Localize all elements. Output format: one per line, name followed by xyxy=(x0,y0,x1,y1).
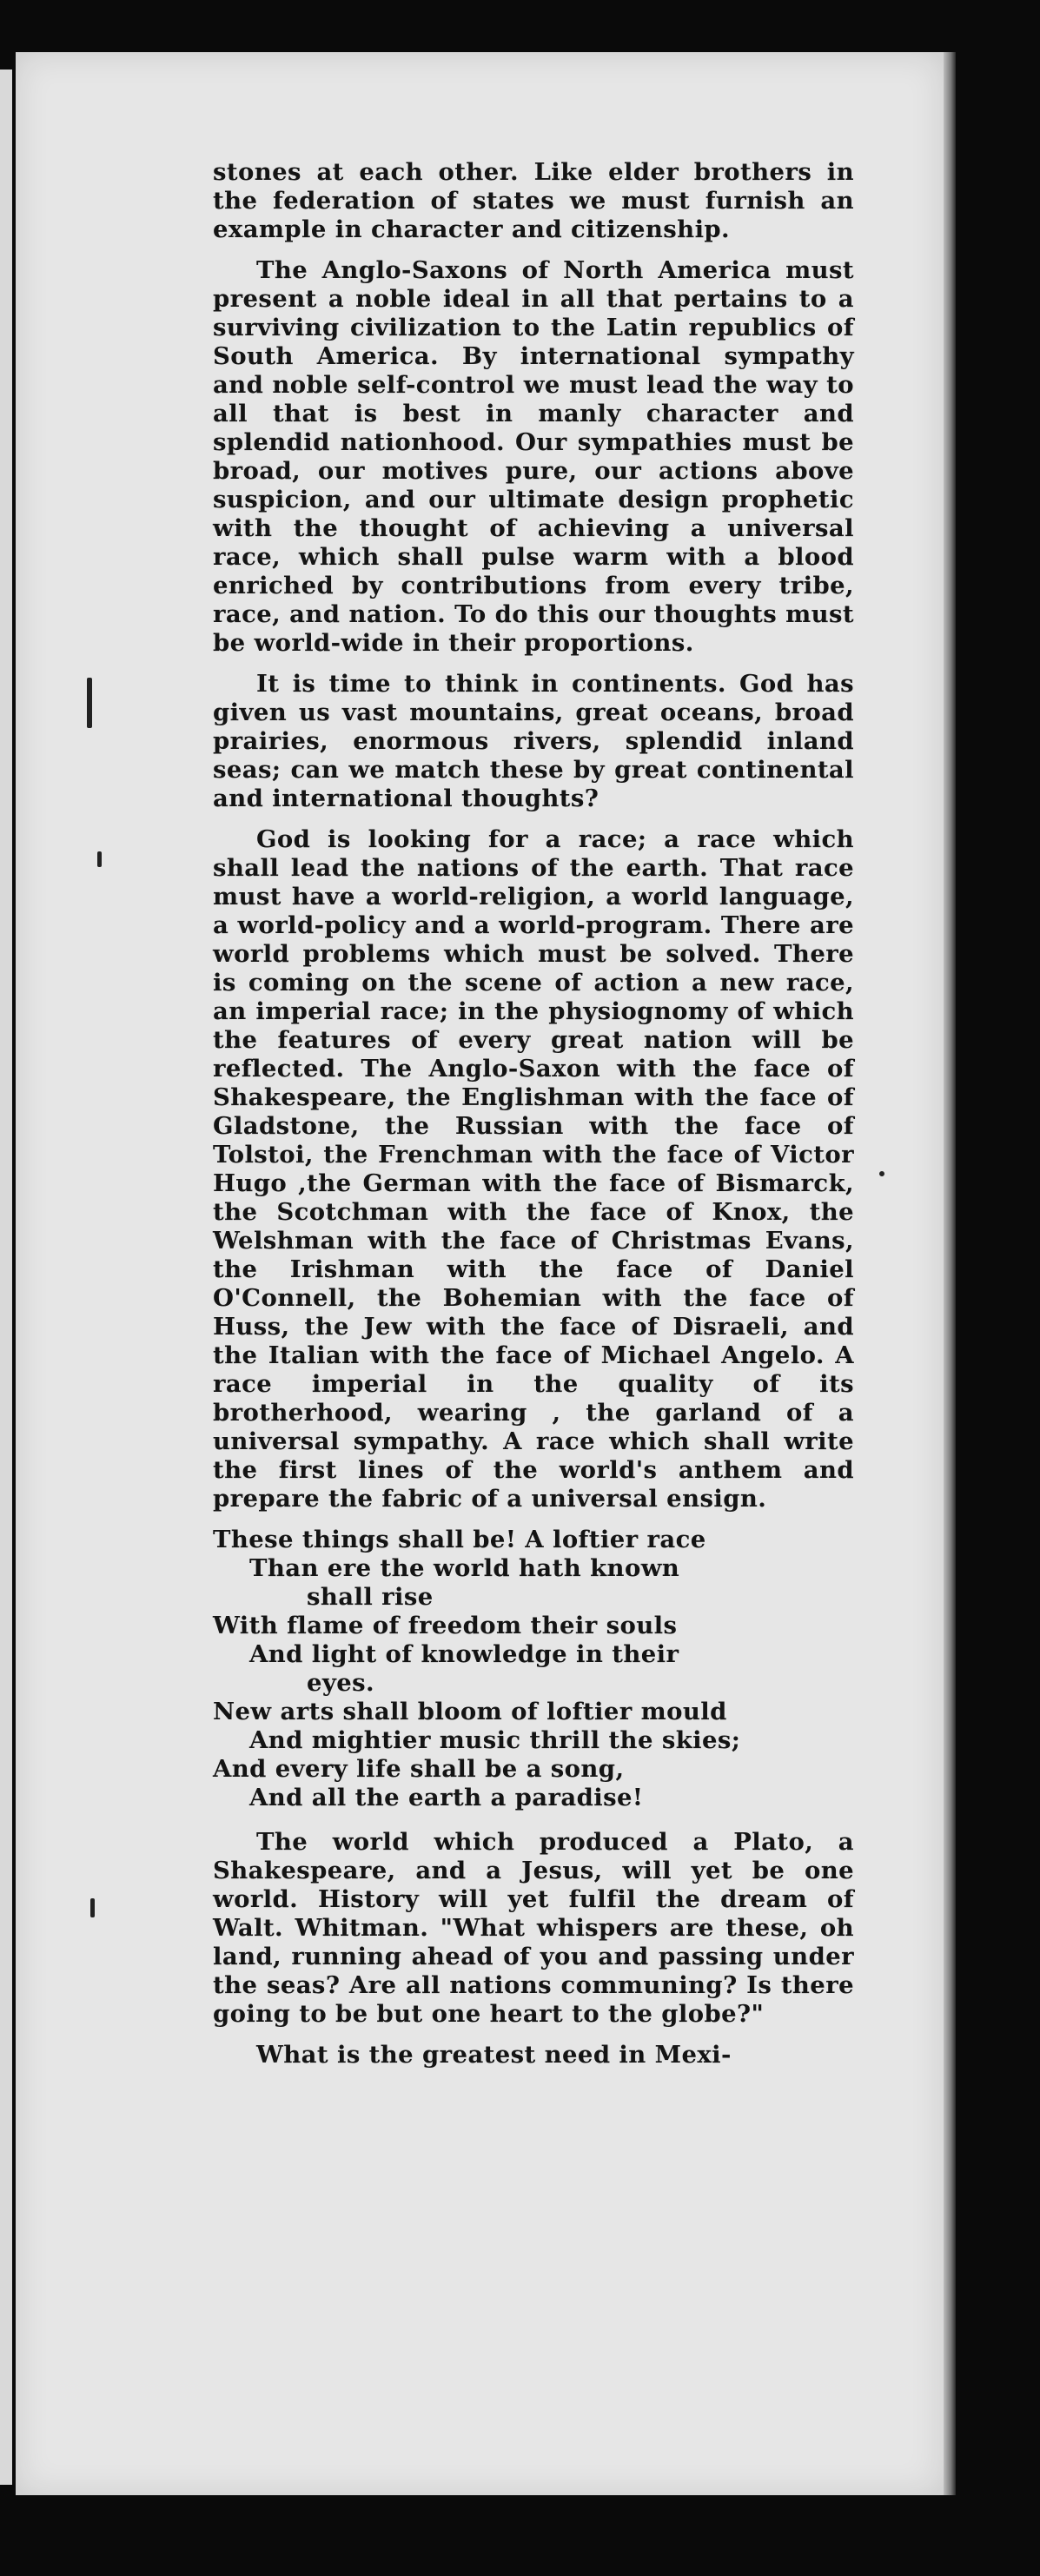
poem-line: These things shall be! A loftier race xyxy=(213,1526,706,1553)
paragraph: stones at each other. Like elder brothers in the federation of states we must furnish an example in character and citizenship. xyxy=(213,158,854,243)
margin-mark xyxy=(87,678,92,728)
paragraph: The world which produced a Plato, a Shakespeare, and a Jesus, will yet be one world. History will yet fulfil the dream of Walt. Whitman. "What whispers are these, oh land, running ahead of you and passing under the seas? Are all nations communing? Is there going to be but one heart to the globe?" xyxy=(213,1828,854,2028)
paragraph: What is the greatest need in Mexi- xyxy=(256,2041,732,2069)
ink-speck xyxy=(879,1171,884,1176)
previous-page-edge xyxy=(0,70,12,2485)
page-edge-shadow xyxy=(944,52,956,2495)
poem-line: shall rise xyxy=(307,1583,434,1611)
text-column xyxy=(213,158,854,2082)
margin-mark xyxy=(90,1898,95,1917)
paragraph: It is time to think in continents. God has given us vast mountains, great oceans, broad prairies, enormous rivers, splendid inland seas; can we match these by great continental and international thoughts? xyxy=(213,670,854,812)
poem-line: And every life shall be a song, xyxy=(213,1755,625,1783)
margin-mark xyxy=(97,851,102,867)
paragraph: The Anglo-Saxons of North America must present a noble ideal in all that pertains to a surviving civilization to the Latin republics of South America. By international sympathy and noble self-control we must lead the way to all that is best in manly character and splendid nationhood. Our sympathies must be broad, our motives pure, our actions above suspicion, and our ultimate design prophetic with the thought of achieving a universal race, which shall pulse warm with a blood enriched by contributions from every tribe, race, and nation. To do this our thoughts must be world-wide in their proportions. xyxy=(213,256,854,657)
poem-line: With flame of freedom their souls xyxy=(213,1612,678,1639)
poem-line: And mightier music thrill the skies; xyxy=(249,1726,741,1754)
poem-line: And all the earth a paradise! xyxy=(249,1784,644,1811)
paragraph: God is looking for a race; a race which shall lead the nations of the earth. That race must have a world-religion, a world language, a world-policy and a world-program. There are world problems which must be solved. There is coming on the scene of action a new race, an imperial race; in the physiognomy of which the features of every great nation will be reflected. The Anglo-Saxon with the face of Shakespeare, the Englishman with the face of Gladstone, the Russian with the face of Tolstoi, the Frenchman with the face of Victor Hugo ,the German with the face of Bismarck, the Scotchman with the face of Knox, the Welshman with the face of Christmas Evans, the Irishman with the face of Daniel O'Connell, the Bohemian with the face of Huss, the Jew with the face of Disraeli, and the Italian with the face of Michael Angelo. A race imperial in the quality of its brotherhood, wearing , the garland of a universal sympathy. A race which shall write the first lines of the world's anthem and prepare the fabric of a universal ensign. xyxy=(213,825,854,1513)
poem-line: New arts shall bloom of loftier mould xyxy=(213,1698,727,1725)
poem xyxy=(213,1526,854,1812)
poem-line: Than ere the world hath known xyxy=(249,1554,680,1582)
poem-line: And light of knowledge in their xyxy=(249,1640,679,1668)
poem-line: eyes. xyxy=(307,1669,375,1697)
